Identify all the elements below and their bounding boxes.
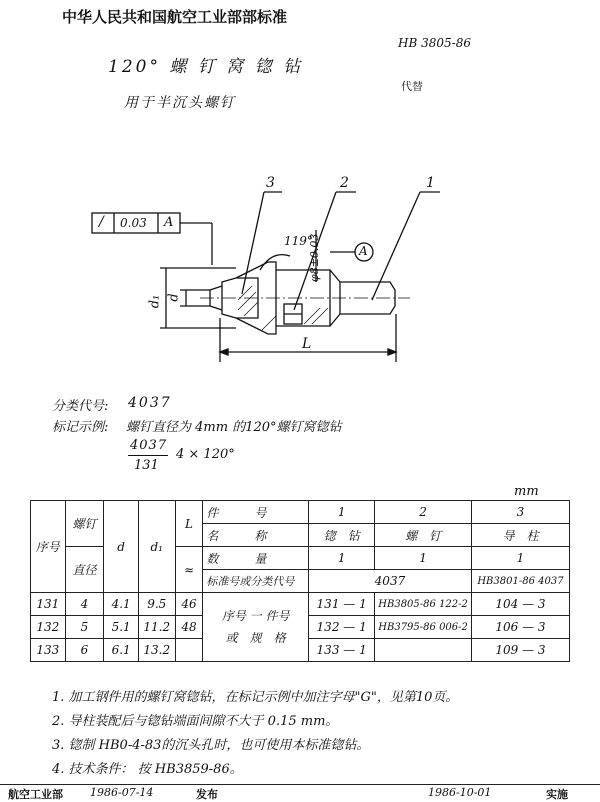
tol-symbol: / — [99, 214, 104, 230]
footer-date-issue: 1986-07-14 — [90, 786, 154, 799]
name-3: 导 柱 — [471, 524, 569, 547]
angle-label: 119° — [284, 234, 313, 248]
row3-p1: 133 — 1 — [309, 639, 375, 662]
classification-value: 4037 — [128, 395, 172, 411]
row3-seq: 133 — [31, 639, 66, 662]
d1-label: d₁ — [147, 294, 163, 309]
note-2: 2. 导柱装配后与锪钻端面间隙不大于 0.15 mm。 — [52, 714, 339, 729]
row2-d: 5.1 — [104, 616, 139, 639]
example-text: 螺钉直径为 4mm 的120°螺钉窝锪钻 — [126, 420, 342, 435]
page-subtitle: 用于半沉头螺钉 — [124, 95, 236, 111]
example-label: 标记示例: — [52, 420, 109, 435]
col-L: L — [175, 501, 203, 547]
h-part-no: 件 号 — [203, 501, 309, 524]
footer-date-implement: 1986-10-01 — [428, 786, 492, 799]
standard-code: HB 3805-86 — [398, 36, 471, 50]
classification-label: 分类代号: — [52, 399, 109, 414]
page-title: 120° 螺 钉 窝 锪 钻 — [108, 57, 303, 77]
technical-drawing — [0, 0, 600, 380]
table-unit: mm — [514, 484, 539, 499]
row2-p3: 106 — 3 — [471, 616, 569, 639]
datum-A-label: A — [359, 244, 368, 258]
footer-publish: 发布 — [196, 788, 218, 801]
h-seq-part-line1: 序号 一 件号 — [221, 609, 290, 623]
row1-L: 46 — [175, 593, 203, 616]
h-std: 标准号或分类代号 — [203, 570, 309, 593]
row3-d: 6.1 — [104, 639, 139, 662]
row3-p2 — [375, 639, 472, 662]
col-seq: 序号 — [31, 501, 66, 593]
row1-p3: 104 — 3 — [471, 593, 569, 616]
row2-seq: 132 — [31, 616, 66, 639]
callout-2: 2 — [340, 175, 349, 191]
row1-d1: 9.5 — [138, 593, 175, 616]
row2-L: 48 — [175, 616, 203, 639]
footer-rule — [0, 784, 600, 785]
dia-tol-label: φ8±0.03 — [308, 233, 321, 282]
row1-p1: 131 — 1 — [309, 593, 375, 616]
footer-implement: 实施 — [546, 788, 568, 801]
d-label: d — [166, 293, 182, 302]
h-name: 名 称 — [203, 524, 309, 547]
tol-value: 0.03 — [120, 216, 147, 230]
row2-p1: 132 — 1 — [309, 616, 375, 639]
col-d1: d₁ — [138, 501, 175, 593]
name-2: 螺 钉 — [375, 524, 472, 547]
h-spec-line2: 或 规 格 — [225, 631, 286, 645]
table-row — [31, 501, 570, 524]
fraction-denominator: 131 — [134, 458, 159, 473]
fraction-bar — [128, 455, 168, 456]
header-org: 中华人民共和国航空工业部部标准 — [62, 8, 288, 26]
qty-3: 1 — [471, 547, 569, 570]
part-1: 1 — [309, 501, 375, 524]
h-seq-part — [203, 593, 309, 662]
std-1: 4037 — [309, 570, 472, 593]
row1-d: 4.1 — [104, 593, 139, 616]
callout-3: 3 — [266, 175, 275, 191]
part-3: 3 — [471, 501, 569, 524]
replaces-label: 代替 — [401, 80, 423, 93]
row1-seq: 131 — [31, 593, 66, 616]
row2-p2: HB3795-86 006-2 — [375, 616, 472, 639]
row3-d1: 13.2 — [138, 639, 175, 662]
row2-d1: 11.2 — [138, 616, 175, 639]
col-dia: 直径 — [65, 547, 104, 593]
row3-L — [175, 639, 203, 662]
col-approx: ≈ — [175, 547, 203, 593]
fraction-numerator: 4037 — [130, 438, 168, 453]
spec-table — [30, 500, 570, 662]
h-qty: 数 量 — [203, 547, 309, 570]
part-2: 2 — [375, 501, 472, 524]
row3-p3: 109 — 3 — [471, 639, 569, 662]
fraction-suffix: 4 × 120° — [176, 447, 235, 462]
row2-screw: 5 — [65, 616, 104, 639]
L-label: L — [302, 336, 312, 352]
row1-p2: HB3805-86 122-2 — [375, 593, 472, 616]
tol-datum: A — [164, 215, 174, 230]
std-3: HB3801-86 4037 — [471, 570, 569, 593]
col-screw: 螺钉 — [65, 501, 104, 547]
qty-2: 1 — [375, 547, 472, 570]
footer-org: 航空工业部 — [8, 788, 63, 801]
row3-screw: 6 — [65, 639, 104, 662]
col-d: d — [104, 501, 139, 593]
qty-1: 1 — [309, 547, 375, 570]
table-row — [31, 593, 570, 616]
drawing-svg — [0, 0, 600, 380]
row1-screw: 4 — [65, 593, 104, 616]
note-1: 1. 加工钢件用的螺钉窝锪钻，在标记示例中加注字母"G"，见第10页。 — [52, 690, 459, 705]
callout-1: 1 — [426, 175, 435, 191]
note-4: 4. 技术条件： 按 HB3859-86。 — [52, 762, 243, 777]
note-3: 3. 锪制 HB0-4-83的沉头孔时，也可使用本标准锪钻。 — [52, 738, 370, 753]
name-1: 锪 钻 — [309, 524, 375, 547]
